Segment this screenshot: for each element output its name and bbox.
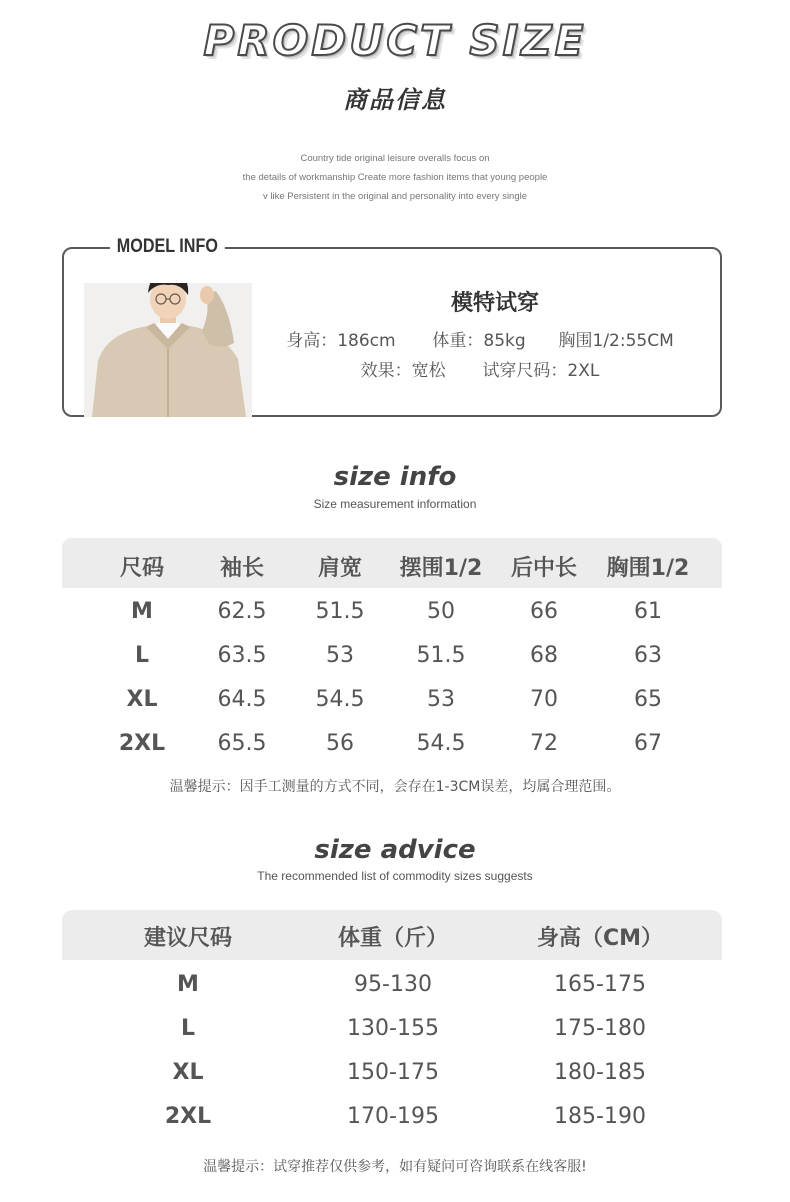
table-cell: 170-195 [347,1104,439,1129]
table-cell: 50 [427,599,455,624]
model-info-label: MODEL INFO [110,236,225,258]
column-header: 尺码 [119,556,164,581]
table-cell: 51.5 [315,599,365,624]
model-weight: 体重：85kg [432,331,526,351]
column-header: 后中长 [510,556,577,581]
model-measurements [270,326,690,351]
model-illustration [84,283,252,417]
size-label-cell: 2XL [164,1104,212,1129]
tagline-line-1: Country tide original leisure overalls focus on [300,153,490,164]
table-cell: 61 [634,599,662,624]
table-cell: 63.5 [217,643,267,668]
table-cell: 63 [634,643,662,668]
column-header: 建议尺码 [143,926,232,951]
table-cell: 51.5 [416,643,466,668]
size-advice-subtitle: The recommended list of commodity sizes suggests [257,869,533,883]
size-label-cell: XL [126,687,158,712]
tagline-line-2: the details of workmanship Create more fashion items that young people [242,172,548,183]
size-label-cell: M [177,972,199,997]
model-chest: 胸围1/2:55CM [558,331,674,351]
table-cell: 66 [530,599,558,624]
table-cell: 64.5 [217,687,267,712]
table-cell: 54.5 [416,731,466,756]
size-advice-note: 温馨提示：试穿推荐仅供参考，如有疑问可咨询联系在线客服! [203,1159,587,1175]
table-cell: 95-130 [354,972,432,997]
table-cell: 72 [530,731,558,756]
column-header: 身高（CM） [536,926,664,951]
model-effect: 效果：宽松 [360,361,446,381]
size-label-cell: L [180,1016,196,1041]
size-info-subtitle: Size measurement information [313,497,477,511]
size-label-cell: L [134,643,150,668]
table-cell: 53 [326,643,354,668]
page-subtitle: 商品信息 [343,86,447,114]
table-cell: 130-155 [347,1016,439,1041]
model-fit-info [270,356,690,381]
model-height: 身高：186cm [286,331,396,351]
model-try-size: 试穿尺码：2XL [482,361,600,381]
table-cell: 67 [634,731,662,756]
page-title: PRODUCT SIZE [203,16,587,65]
table-cell: 54.5 [315,687,365,712]
size-label-cell: XL [172,1060,204,1085]
column-header: 袖长 [219,556,264,581]
table-cell: 65 [634,687,662,712]
model-photo [84,283,252,417]
tagline-line-3: v like Persistent in the original and personality into every single [262,191,528,202]
table-cell: 180-185 [554,1060,646,1085]
column-header: 胸围1/2 [606,556,690,581]
table-cell: 65.5 [217,731,267,756]
table-cell: 68 [530,643,558,668]
column-header: 体重（斤） [337,926,448,951]
table-cell: 62.5 [217,599,267,624]
table-cell: 53 [427,687,455,712]
table-cell: 165-175 [554,972,646,997]
size-info-title: size info [333,462,457,492]
table-cell: 185-190 [554,1104,646,1129]
size-info-note: 温馨提示：因手工测量的方式不同，会存在1-3CM误差，均属合理范围。 [169,779,621,795]
column-header: 肩宽 [317,556,362,581]
size-advice-title: size advice [314,835,476,865]
column-header: 摆围1/2 [399,556,483,581]
size-label-cell: M [131,599,153,624]
table-cell: 175-180 [554,1016,646,1041]
size-label-cell: 2XL [118,731,166,756]
table-cell: 70 [530,687,558,712]
table-cell: 150-175 [347,1060,439,1085]
table-cell: 56 [326,731,354,756]
model-info-title: 模特试穿 [450,291,539,316]
